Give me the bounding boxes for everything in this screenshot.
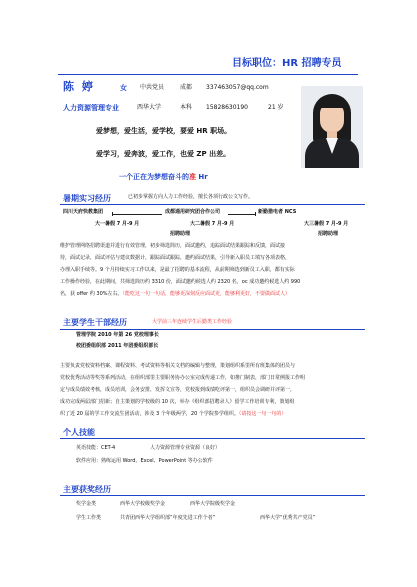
internship-paragraph-note: （能吃这一句一句话，能够更深刻反应面试更，能够利更好，不要做面试人） — [122, 291, 291, 297]
tagline-prefix: 一个正在为梦想奋斗的 — [119, 173, 189, 181]
skill-english-value: 人力资源管理专业资源（良好） — [150, 445, 221, 451]
awards-divider — [60, 495, 365, 496]
timeline-role-1: 招聘助理 — [170, 231, 191, 237]
internship-paragraph-line-3: 办理入职手续等。9 个月持续实习工作以来，是最了招聘的基本流程，从前期筛选到新员工入职，都有实际 — [60, 267, 295, 273]
cadre-paragraph-line-2: 党校优秀活动等奖等系列活动，在组织部里主要职务协办公室完成传递工作，如推门制表，部门日常例报工作明 — [60, 375, 306, 381]
cadre-paragraph-line-3: 定与成员绩效考核，成员培训，会务安排，发挥文宣等，党校报到成绩吃评第一，组织员会调研并评第一， — [60, 387, 296, 393]
motto-line-1: 爱梦想，爱生活，爱学校，要爱 HR 职场。 — [96, 127, 232, 135]
tagline — [119, 173, 208, 181]
award-row-1-label: 奖学金类 — [76, 501, 97, 507]
timeline-date-2: 大二暑假 7 月-9 月 — [190, 221, 235, 227]
motto-line-2: 爱学习，爱奔波，爱工作，也爱 ZP 出差。 — [96, 150, 231, 158]
candidate-email[interactable]: 337463057@qq.com — [206, 84, 269, 91]
awards-section-title: 主要获奖经历 — [63, 485, 111, 494]
timeline-tick-2 — [255, 212, 256, 216]
internship-paragraph-line-2: 待，面试记录，面试评估与建议数据计，跟踪面试跟踪，邀约面试结果，引导新入职员工填写各项表格， — [60, 255, 291, 261]
timeline-connector-2 — [228, 214, 256, 215]
timeline-date-1: 大一暑假 7 月-9 月 — [95, 221, 140, 227]
cadre-paragraph-line-4: 成功完成两届部门招新；自主策划的学校级的 10 次，举办《组织部招聘录人》留学工作培训专利，策划组 — [60, 399, 295, 405]
internship-intro: 已初步掌握方向人力工作经验，擅长各项行政公文写作。 — [128, 194, 254, 200]
candidate-hometown: 成都 — [180, 84, 193, 91]
candidate-school: 西华大学 — [137, 104, 162, 111]
tagline-suffix: Hr — [196, 173, 208, 181]
award-row-1-item-1: 西华大学校级奖学金 — [120, 501, 166, 507]
skills-divider — [60, 438, 365, 439]
internship-paragraph-end: 名，获 offer 约 30%左右。 — [60, 291, 123, 297]
candidate-party: 中共党员 — [140, 84, 165, 91]
tagline-highlight: 准 — [189, 173, 196, 181]
internship-paragraph-line-1: 维护管理网络招聘渠道并进行有效管理，初步筛选简历，面试邀约，追踪面试结果跟踪和反馈，面试接 — [60, 243, 286, 249]
skills-section-title: 个人技能 — [63, 428, 95, 437]
timeline-stop-3: 新勤猎电者 NCS — [258, 209, 297, 215]
skill-software: 软件应用：熟练运用 Word、Excel、PowerPoint 等办公软件 — [76, 458, 213, 464]
cadre-paragraph-note: （请按这一句一句的） — [238, 411, 287, 417]
candidate-phone: 15828630190 — [206, 104, 248, 111]
profile-photo — [301, 86, 363, 168]
target-position-title: 目标职位：HR 招聘专员 — [232, 58, 342, 69]
timeline-date-3: 大三暑假 7 月-9 月 — [304, 221, 349, 227]
candidate-degree: 本科 — [180, 104, 193, 111]
award-row-1-item-2: 西华大学院级奖学金 — [190, 501, 236, 507]
internship-divider — [60, 204, 365, 205]
award-row-2-item-2: 西华大学“优秀共产党员” — [260, 515, 316, 521]
award-row-2-item-1: 共青团西华大学组织部“年度先进工作个者” — [120, 515, 216, 521]
cadre-section-title: 主要学生干部经历 — [63, 318, 127, 327]
header-divider — [58, 74, 358, 75]
cadre-paragraph-line-5 — [60, 412, 286, 418]
timeline-tick-1 — [112, 212, 113, 216]
timeline-role-2: 招聘助理 — [318, 231, 339, 237]
skill-english-label: 英语技能：CET-4 — [76, 445, 116, 451]
cadre-section-note: 大学前三年连续学生后勤类工作经验 — [152, 319, 233, 325]
cadre-item-1: 管理学院 2010 年第 26 党校理事长 — [76, 332, 159, 338]
cadre-paragraph-line-1: 主要负责党校资料档案、课程资料、考试资料等相关文档的编辑与整理，策划组织系里所有班集体的团员与 — [60, 363, 296, 369]
candidate-major: 人力资源管理专业 — [63, 104, 119, 112]
candidate-age: 21 岁 — [268, 104, 284, 111]
timeline-stop-1: 四川天府快教集团 — [63, 209, 104, 215]
internship-paragraph-line-5 — [60, 292, 290, 298]
timeline-stop-2: 成都通用研究团合作公司 — [165, 209, 221, 215]
internship-section-title: 暑期实习经历 — [63, 194, 111, 203]
timeline-connector-1 — [112, 214, 162, 215]
cadre-paragraph-end: 织了近 20 届的学工作交流生团活动，涉及 3 个年级两学，20 个学院参学组织。 — [60, 411, 239, 417]
cadre-item-2: 校团委组织部 2011 年团委组织部长 — [76, 343, 159, 349]
award-row-2-label: 学生工作类 — [76, 515, 102, 521]
internship-paragraph-line-4: 工作操作经验，在此期间，共筛选简历约 3310 份，面试邀约候选人约 2320 名，oc 成功邀约候选人约 990 — [60, 279, 301, 285]
candidate-name: 陈 婷 — [63, 80, 95, 93]
candidate-gender: 女 — [120, 84, 127, 92]
cadre-divider — [60, 329, 365, 330]
